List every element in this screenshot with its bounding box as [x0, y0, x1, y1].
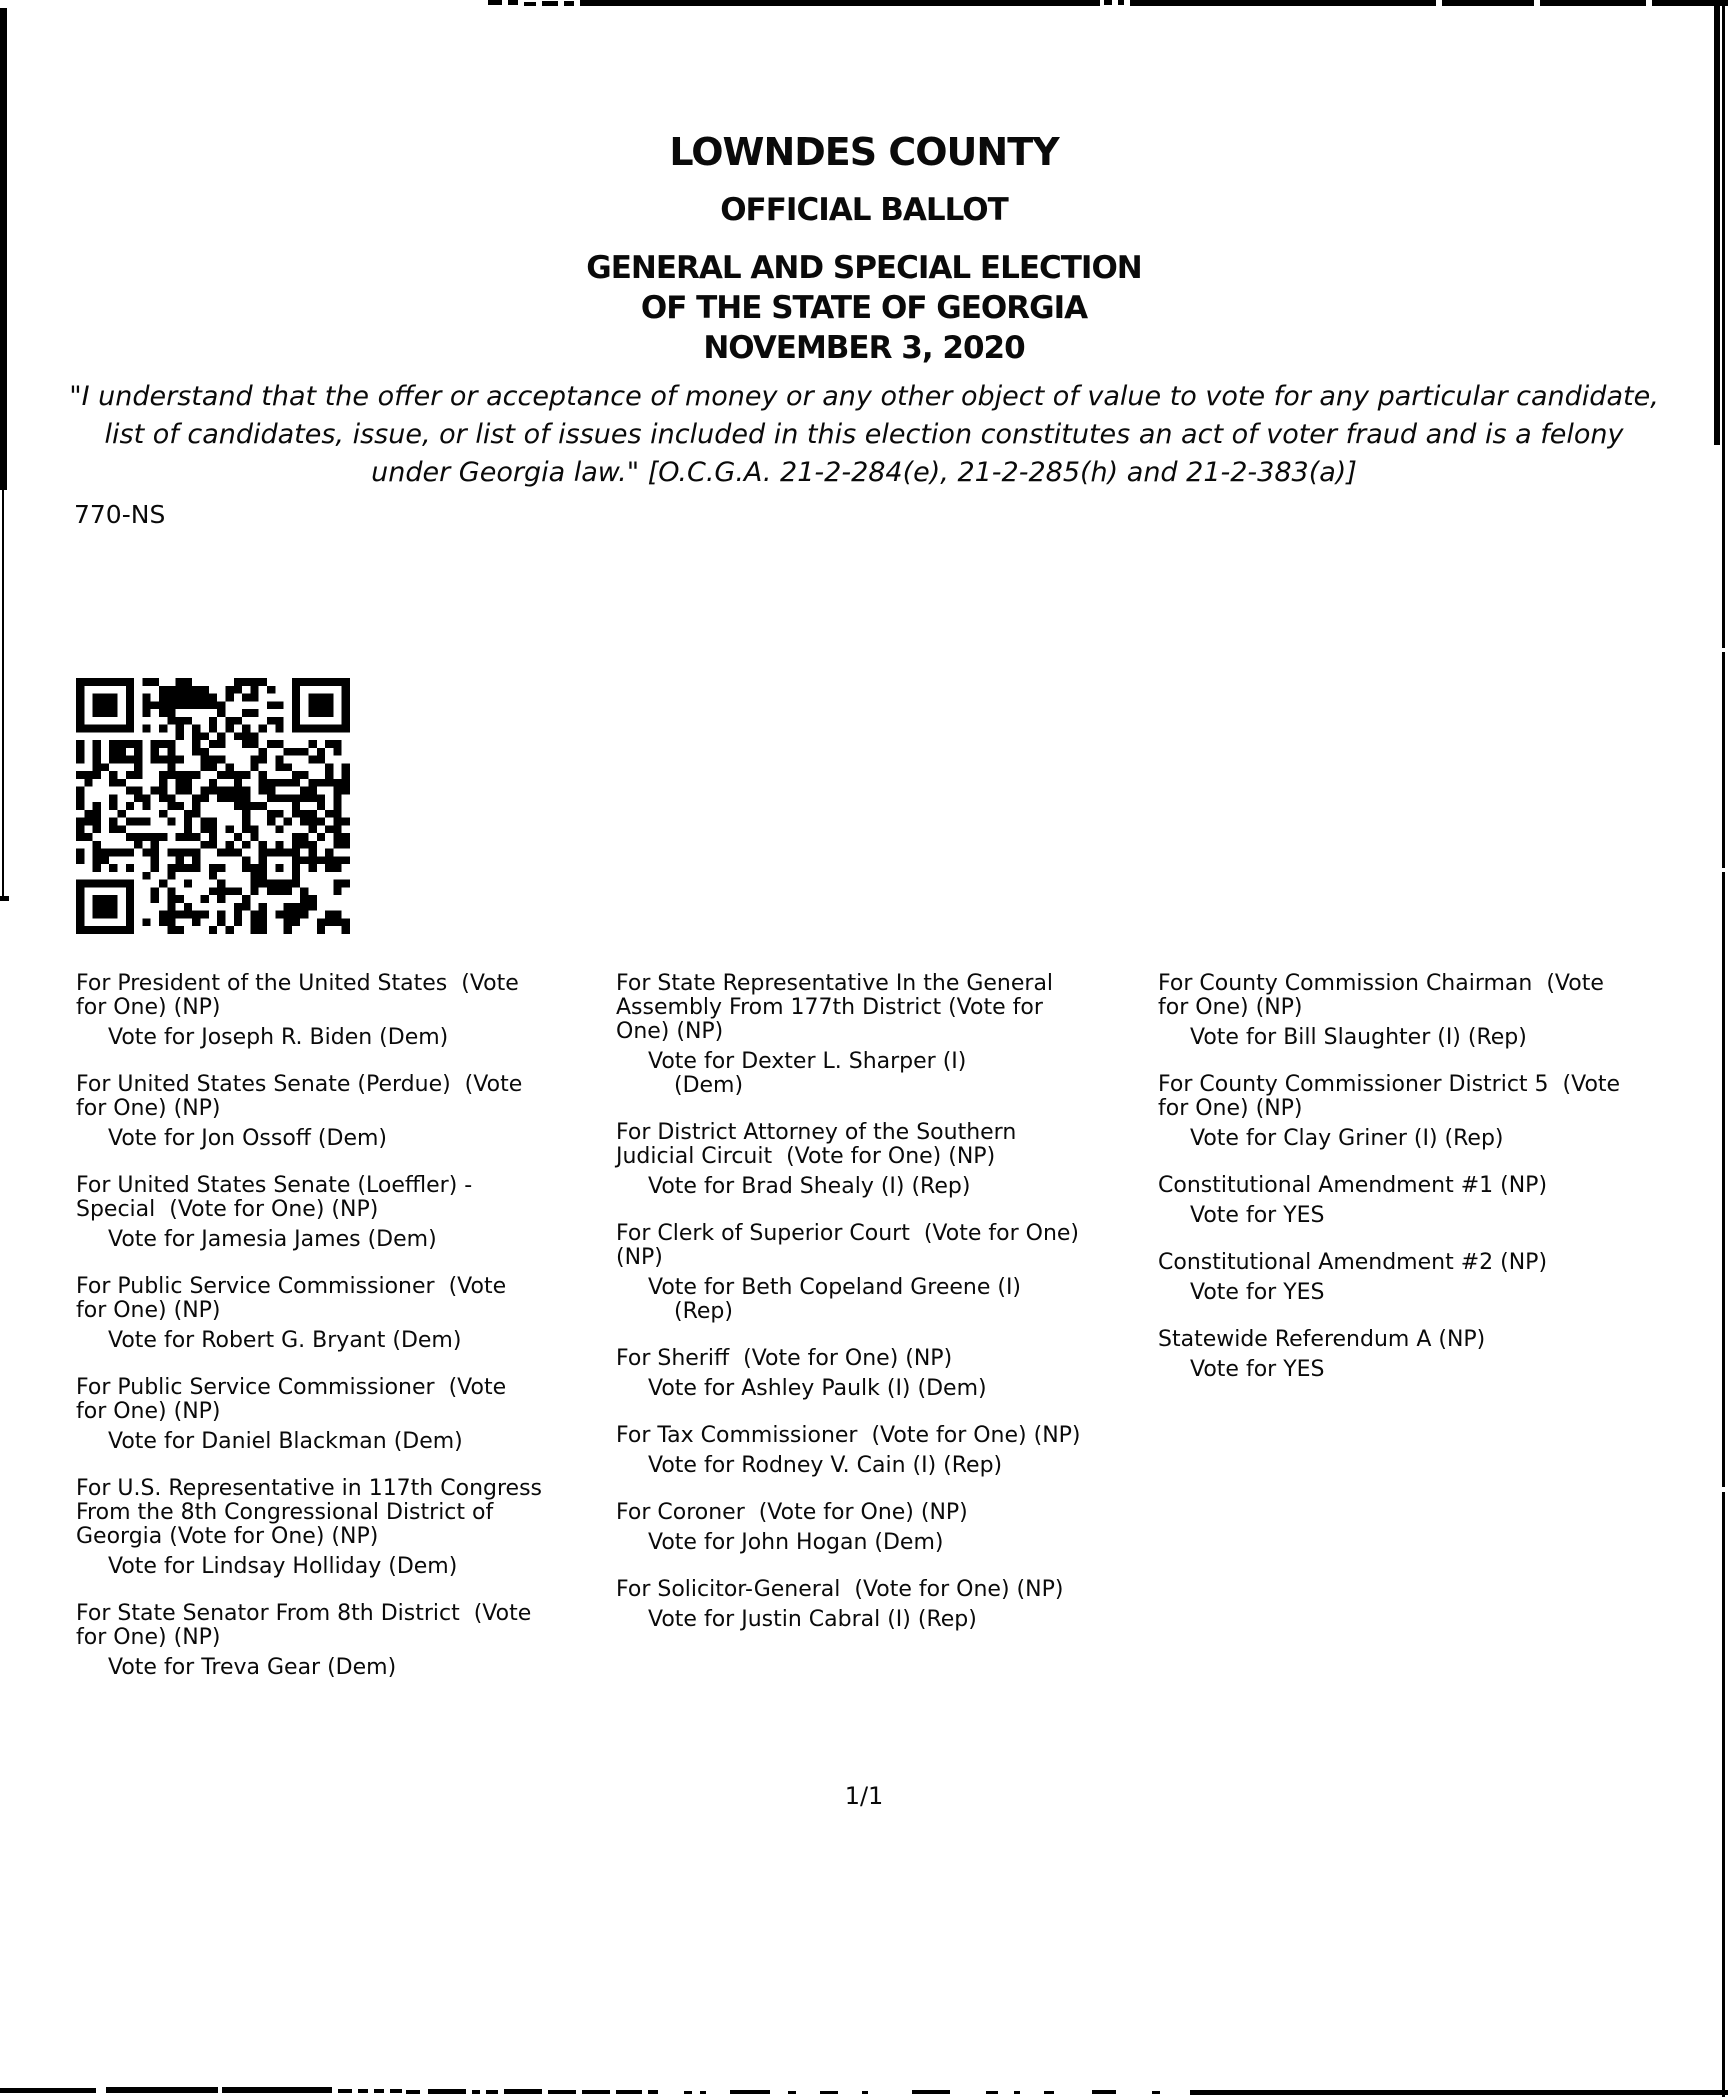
vote-line: Vote for Daniel Blackman (Dem)	[108, 1429, 463, 1454]
scan-artifact	[390, 2089, 402, 2093]
scan-artifact	[1044, 2091, 1054, 2094]
ballot-item	[1158, 972, 1620, 1050]
office-line: For United States Senate (Loeffler) -	[76, 1173, 473, 1198]
office-line: For State Representative In the General	[616, 971, 1054, 996]
disclaimer-line: under Georgia law." [O.C.G.A. 21-2-284(e), 21-2-285(h) and 21-2-383(a)]	[371, 457, 1357, 488]
scan-artifact	[486, 2090, 498, 2094]
office-line: For President of the United States (Vote	[76, 971, 519, 996]
page-number: 1/1	[844, 1782, 884, 1810]
scan-artifact	[504, 2089, 542, 2094]
vote-line: Vote for YES	[1190, 1357, 1325, 1382]
office-line: For County Commissioner District 5 (Vote	[1158, 1072, 1621, 1097]
vote-line: Vote for Justin Cabral (I) (Rep)	[648, 1607, 977, 1632]
ballot-item	[76, 1477, 542, 1579]
election-line: OF THE STATE OF GEORGIA	[640, 290, 1088, 326]
scan-artifact	[582, 2090, 610, 2094]
office-line: One) (NP)	[616, 1019, 724, 1044]
scan-artifact	[580, 0, 1100, 6]
ballot-column-3	[1158, 972, 1620, 1405]
election-line: NOVEMBER 3, 2020	[703, 330, 1025, 366]
office-line: For Public Service Commissioner (Vote	[76, 1375, 507, 1400]
vote-line: Vote for John Hogan (Dem)	[648, 1530, 944, 1555]
vote-line: (Rep)	[674, 1299, 733, 1324]
vote-line: (Dem)	[674, 1073, 744, 1098]
office-line: (NP)	[616, 1245, 663, 1270]
vote-line: Vote for Treva Gear (Dem)	[108, 1655, 397, 1680]
office-line: Constitutional Amendment #1 (NP)	[1158, 1173, 1548, 1198]
county-title: LOWNDES COUNTY	[669, 130, 1059, 174]
office-line: For Tax Commissioner (Vote for One) (NP)	[616, 1423, 1081, 1448]
office-line: for One) (NP)	[76, 1298, 221, 1323]
election-line: GENERAL AND SPECIAL ELECTION	[586, 250, 1142, 286]
scan-artifact	[820, 2091, 838, 2094]
office-line: From the 8th Congressional District of	[76, 1500, 494, 1525]
scan-artifact	[616, 2090, 642, 2094]
office-line: For Sheriff (Vote for One) (NP)	[616, 1346, 953, 1371]
scan-artifact	[684, 2091, 692, 2094]
scan-artifact	[358, 2089, 368, 2093]
scan-artifact	[1104, 0, 1112, 5]
ballot-item	[616, 1222, 1081, 1324]
office-line: For County Commission Chairman (Vote	[1158, 971, 1604, 996]
scan-artifact	[1722, 652, 1725, 868]
scan-artifact	[406, 2090, 420, 2094]
scan-artifact	[548, 2090, 576, 2094]
vote-line: Vote for Bill Slaughter (I) (Rep)	[1190, 1025, 1527, 1050]
office-line: For State Senator From 8th District (Vote	[76, 1601, 532, 1626]
office-line: for One) (NP)	[1158, 995, 1303, 1020]
scan-artifact	[1118, 0, 1124, 5]
office-line: For U.S. Representative in 117th Congress	[76, 1476, 542, 1501]
office-line: Assembly From 177th District (Vote for	[616, 995, 1043, 1020]
scan-artifact	[564, 1, 574, 6]
scan-artifact	[700, 2091, 706, 2094]
vote-line: Vote for Dexter L. Sharper (I)	[648, 1049, 967, 1074]
office-line: Statewide Referendum A (NP)	[1158, 1327, 1486, 1352]
scan-artifact	[1540, 0, 1646, 6]
qr-code	[76, 678, 350, 934]
ballot-item	[1158, 1174, 1620, 1228]
scan-artifact	[2, 490, 4, 898]
scan-artifact	[542, 1, 558, 6]
scan-artifact	[472, 2090, 480, 2094]
election-heading	[0, 248, 1728, 368]
vote-line: Vote for Clay Griner (I) (Rep)	[1190, 1126, 1504, 1151]
voter-fraud-disclaimer	[0, 378, 1728, 492]
vote-line: Vote for Ashley Paulk (I) (Dem)	[648, 1376, 987, 1401]
scan-artifact	[0, 896, 9, 901]
ballot-item	[616, 1501, 1081, 1555]
office-line: For District Attorney of the Southern	[616, 1120, 1017, 1145]
scan-artifact	[730, 2090, 770, 2094]
ballot-item	[616, 972, 1081, 1098]
ballot-style-code: 770-NS	[74, 500, 166, 529]
ballot-item	[1158, 1251, 1620, 1305]
vote-line: Vote for Rodney V. Cain (I) (Rep)	[648, 1453, 1003, 1478]
scan-artifact	[986, 2091, 998, 2094]
scan-artifact	[1014, 2091, 1020, 2094]
office-line: Constitutional Amendment #2 (NP)	[1158, 1250, 1548, 1275]
ballot-item	[616, 1578, 1081, 1632]
ballot-item	[1158, 1328, 1620, 1382]
office-line: for One) (NP)	[76, 1625, 221, 1650]
office-line: For Solicitor-General (Vote for One) (NP)	[616, 1577, 1064, 1602]
vote-line: Vote for Robert G. Bryant (Dem)	[108, 1328, 462, 1353]
scan-artifact	[1092, 2090, 1116, 2094]
vote-line: Vote for Joseph R. Biden (Dem)	[108, 1025, 449, 1050]
ballot-item	[616, 1424, 1081, 1478]
scan-artifact	[1722, 872, 1725, 1487]
ballot-column-1	[76, 972, 542, 1703]
ballot-column-2	[616, 972, 1081, 1655]
ballot-item	[76, 1073, 542, 1151]
ballot-item	[76, 972, 542, 1050]
scan-artifact	[374, 2089, 384, 2093]
scan-artifact	[106, 2087, 218, 2093]
scan-artifact	[222, 2087, 332, 2093]
vote-line: Vote for Jon Ossoff (Dem)	[108, 1126, 388, 1151]
vote-line: Vote for YES	[1190, 1203, 1325, 1228]
vote-line: Vote for Brad Shealy (I) (Rep)	[648, 1174, 971, 1199]
scan-artifact	[1130, 0, 1436, 6]
scan-artifact	[0, 2088, 96, 2093]
office-line: For Public Service Commissioner (Vote	[76, 1274, 507, 1299]
disclaimer-line: list of candidates, issue, or list of issues included in this election constitutes an act of voter fraud and is a felony	[104, 419, 1624, 450]
office-line: For Coroner (Vote for One) (NP)	[616, 1500, 968, 1525]
scan-artifact	[524, 2, 536, 6]
vote-line: Vote for Jamesia James (Dem)	[108, 1227, 437, 1252]
vote-line: Vote for Lindsay Holliday (Dem)	[108, 1554, 458, 1579]
office-line: for One) (NP)	[76, 1096, 221, 1121]
ballot-item	[76, 1174, 542, 1252]
office-line: for One) (NP)	[1158, 1096, 1303, 1121]
scan-artifact	[1442, 0, 1534, 6]
vote-line: Vote for Beth Copeland Greene (I)	[648, 1275, 1022, 1300]
office-line: Special (Vote for One) (NP)	[76, 1197, 379, 1222]
office-line: Judicial Circuit (Vote for One) (NP)	[616, 1144, 996, 1169]
ballot-item	[76, 1602, 542, 1680]
scan-artifact	[1190, 2090, 1728, 2095]
scan-artifact	[912, 2090, 950, 2094]
ballot-item	[616, 1121, 1081, 1199]
office-line: for One) (NP)	[76, 1399, 221, 1424]
office-line: for One) (NP)	[76, 995, 221, 1020]
vote-line: Vote for YES	[1190, 1280, 1325, 1305]
ballot-item	[1158, 1073, 1620, 1151]
scan-artifact	[428, 2089, 466, 2094]
scan-artifact	[338, 2089, 352, 2093]
disclaimer-line: "I understand that the offer or acceptance of money or any other object of value to vote for any particular candidate,	[69, 381, 1659, 412]
scan-artifact	[488, 0, 502, 5]
ballot-title: OFFICIAL BALLOT	[720, 192, 1008, 228]
office-line: For United States Senate (Perdue) (Vote	[76, 1072, 523, 1097]
scan-artifact	[508, 0, 518, 5]
scan-artifact	[862, 2091, 868, 2094]
scan-artifact	[1152, 2091, 1160, 2094]
office-line: Georgia (Vote for One) (NP)	[76, 1524, 379, 1549]
ballot-item	[76, 1275, 542, 1353]
scan-artifact	[788, 2091, 796, 2094]
office-line: For Clerk of Superior Court (Vote for One)	[616, 1221, 1079, 1246]
scan-artifact	[648, 2090, 658, 2094]
ballot-item	[76, 1376, 542, 1454]
ballot-item	[616, 1347, 1081, 1401]
